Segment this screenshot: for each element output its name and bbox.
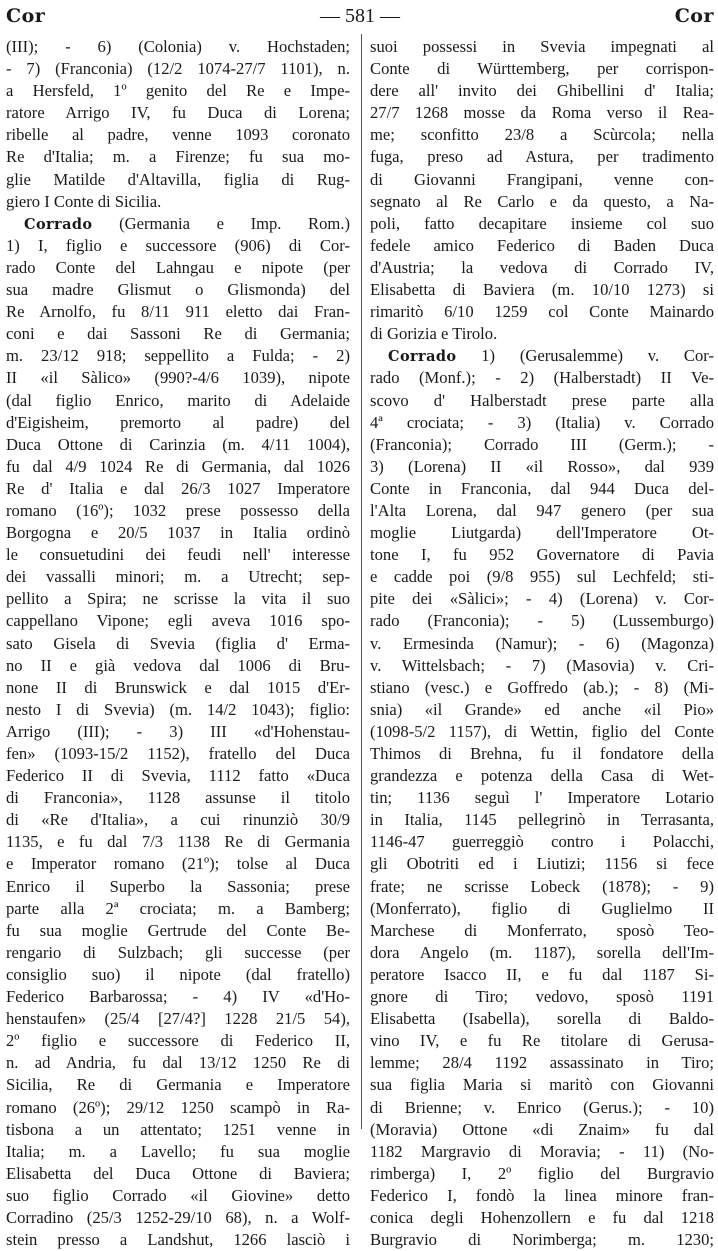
text-line: Marchese di Monferrato, sposò Teo-	[370, 920, 714, 940]
text-line: no II e già vedova dal 1006 di Bru-	[6, 655, 350, 675]
text-line: Conte di Württemberg, per corrispon-	[370, 59, 714, 79]
text-line: Conte in Franconia, dal 944 Duca del-	[370, 478, 714, 498]
text-line: Arrigo (III); - 3) III «d'Hohenstau-	[6, 721, 350, 741]
text-line: n. ad Andria, fu dal 13/12 1250 Re di	[6, 1053, 350, 1073]
text-line: segnato al Re Carlo e da questo, a Na-	[370, 191, 714, 211]
text-line: v. Ermesinda (Namur); - 6) (Magonza)	[370, 633, 714, 653]
text-line: nesto I di Svevia) (m. 14/2 1043); figlio:	[6, 699, 350, 719]
text-line: e Imperator romano (21º); tolse al Duca	[6, 854, 350, 874]
text-line: 1135, e fu dal 7/3 1138 Re di Germania	[6, 832, 350, 852]
text-line: 27/7 1268 mosse da Roma verso il Rea-	[370, 103, 714, 123]
text-line: cappellano Vipone; egli aveva 1016 spo-	[6, 611, 350, 631]
text-line: in Italia, 1145 pellegrinò in Terrasanta,	[370, 810, 714, 830]
right-column	[370, 36, 714, 1251]
text-line: (dal figlio Enrico, marito di Adelaide	[6, 390, 350, 410]
text-line: pite dei «Sàlici»; - 4) (Lorena) v. Cor-	[370, 589, 714, 609]
text-line: e cadde poi (9/8 955) sul Lechfeld; sti-	[370, 567, 714, 587]
text-line: fuga, preso ad Astura, per tradimento	[370, 147, 714, 167]
entry-headword: Corrado	[24, 215, 93, 233]
text-line: d'Austria; la vedova di Corrado IV,	[370, 257, 714, 277]
left-column	[6, 36, 350, 1251]
text-line: rengario di Sulzbach; gli successe (per	[6, 942, 350, 962]
text-line: (Monferrato), figlio di Guglielmo II	[370, 898, 714, 918]
text-line: me; sconfitto 23/8 a Scùrcola; nella	[370, 125, 714, 145]
text-line: snia) «il Grande» ed anche «il Pio»	[370, 699, 714, 719]
text-line: scovo d' Halberstadt prese parte alla	[370, 390, 714, 410]
text-line: coni e dai Sassoni Re di Germania;	[6, 324, 350, 344]
text-line: suo figlio Corrado «il Giovine» detto	[6, 1185, 350, 1205]
text-line: (Franconia); Corrado III (Germ.); -	[370, 434, 714, 454]
text-line: 1146-47 guerreggiò contro i Polacchi,	[370, 832, 714, 852]
text-line: 4ª crociata; - 3) (Italia) v. Corrado	[370, 412, 714, 432]
text-line: Burgravio di Norimberga; m. 1230;	[370, 1230, 714, 1250]
text-line: poli, fatto decapitare insieme col suo	[370, 213, 714, 233]
text-line: sua madre Glismut o Glismonda) del	[6, 280, 350, 300]
text-line: v. Wittelsbach; - 7) (Masovia) v. Cri-	[370, 655, 714, 675]
text-line: d'Eigisheim, premorto al padre) del	[6, 412, 350, 432]
text-line: Corrado (Germania e Imp. Rom.)	[24, 213, 350, 233]
text-line: Federico Barbarossa; - 4) IV «d'Ho-	[6, 987, 350, 1007]
text-line: lemme; 28/4 1192 assassinato in Tiro;	[370, 1053, 714, 1073]
text-line: ratore Arrigo IV, fu Duca di Lorena;	[6, 103, 350, 123]
text-line: fu dal 4/9 1024 Re di Germania, dal 1026	[6, 456, 350, 476]
text-line: 2º figlio e successore di Federico II,	[6, 1031, 350, 1051]
text-line: le consuetudini dei feudi nell' interesse	[6, 545, 350, 565]
text-line: di «Re d'Italia», a cui rinunziò 30/9	[6, 810, 350, 830]
text-line: pellito a Spira; ne scrisse la vita il suo	[6, 589, 350, 609]
text-line: a Hersfeld, 1º genito del Re e Impe-	[6, 81, 350, 101]
text-line: Enrico il Superbo la Sassonia; prese	[6, 876, 350, 896]
page-number: — 581 —	[320, 4, 400, 27]
text-line: sua figlia Maria si maritò con Giovanni	[370, 1075, 714, 1095]
text-line: ribelle al padre, venne 1093 coronato	[6, 125, 350, 145]
text-line: vino IV, e fu Re titolare di Gerusa-	[370, 1031, 714, 1051]
text-line: frate; ne scrisse Lobeck (1878); - 9)	[370, 876, 714, 896]
text-line: parte alla 2ª crociata; m. a Bamberg;	[6, 898, 350, 918]
text-line: gnore di Tiro; vedovo, sposò 1191	[370, 987, 714, 1007]
text-line: di Giovanni Frangipani, venne con-	[370, 169, 714, 189]
text-line: rado Conte del Lahngau e nipote (per	[6, 257, 350, 277]
text-line: 1182 Margravio di Moravia; - 11) (No-	[370, 1141, 714, 1161]
text-line: suoi possessi in Svevia impegnati al	[370, 37, 714, 56]
text-line: consiglio suo) il nipote (dal fratello)	[6, 964, 350, 984]
text-line: romano (16º); 1032 prese possesso della	[6, 500, 350, 520]
text-line: glie Matilde d'Altavilla, figlia di Rug-	[6, 169, 350, 189]
text-line: dora Angelo (m. 1187), sorella dell'Im-	[370, 942, 714, 962]
text-line: di Gorizia e Tirolo.	[370, 324, 498, 344]
text-line: rimberga) I, 2º figlio del Burgravio	[370, 1163, 714, 1183]
text-line: stein presso a Landshut, 1266 lasciò i	[6, 1230, 350, 1250]
text-line: fen» (1093-15/2 1152), fratello del Duca	[6, 744, 350, 763]
text-line: rado (Monf.); - 2) (Halberstadt) II Ve-	[370, 368, 714, 388]
text-line: Elisabetta del Duca Ottone di Baviera;	[6, 1163, 350, 1183]
text-line: m. 23/12 918; seppellito a Fulda; - 2)	[6, 346, 350, 366]
text-line: tisbona a un attentato; 1251 venne in	[6, 1119, 350, 1139]
text-line: (Moravia) Ottone «di Znaim» fu dal	[370, 1119, 714, 1139]
text-line: Elisabetta di Baviera (m. 10/10 1273) si	[370, 280, 714, 300]
text-line: Re d' Italia e dal 26/3 1027 Imperatore	[6, 478, 350, 498]
text-line: giero I Conte di Sicilia.	[6, 191, 162, 211]
text-line: Sicilia, Re di Germania e Imperatore	[6, 1075, 350, 1095]
text-line: tone I, fu 952 Governatore di Pavia	[370, 545, 714, 565]
text-line: Federico II di Svevia, 1112 fatto «Duca	[6, 766, 350, 786]
text-line: 3) (Lorena) II «il Rosso», dal 939	[370, 456, 714, 476]
text-line: fu sua moglie Gertrude del Conte Be-	[6, 920, 350, 940]
text-line: Corrado 1) (Gerusalemme) v. Cor-	[388, 346, 714, 366]
text-line: none II di Brunswick e dal 1015 d'Er-	[6, 677, 350, 697]
text-line: romano (26º); 29/12 1250 scampò in Ra-	[6, 1097, 350, 1117]
text-line: rimaritò 6/10 1259 col Conte Mainardo	[370, 302, 714, 322]
text-line: (III); - 6) (Colonia) v. Hochstaden;	[6, 37, 350, 56]
text-line: Re Arnolfo, fu 8/11 911 eletto dai Fran-	[6, 302, 350, 322]
header-right-word: Cor	[674, 5, 714, 27]
text-line: dere all' invito dei Ghibellini d' Italia;	[370, 81, 714, 101]
text-line: peratore Isacco II, e fu dal 1187 Si-	[370, 964, 714, 984]
text-line: gli Obotriti ed i Liutizi; 1156 si fece	[370, 854, 714, 874]
text-line: grandezza e potenza della Casa di Wet-	[370, 766, 714, 786]
text-line: stiano (vesc.) e Goffredo (ab.); - 8) (Mi-	[370, 677, 714, 697]
text-line: 1) I, figlio e successore (906) di Cor-	[6, 235, 350, 255]
text-line: Italia; m. a Lavello; fu sua moglie	[6, 1141, 350, 1161]
text-line: l'Alta Lorena, dal 947 genero (per sua	[370, 500, 714, 520]
text-line: di Brienne; v. Enrico (Gerus.); - 10)	[370, 1097, 714, 1117]
text-line: fedele amico Federico di Baden Duca	[370, 235, 714, 255]
text-line: Duca Ottone di Carinzia (m. 4/11 1004),	[6, 434, 350, 454]
header-left-word: Cor	[6, 5, 46, 27]
text-line: moglie Liutgarda) dell'Imperatore Ot-	[370, 523, 714, 543]
column-divider	[361, 34, 362, 1129]
running-header	[6, 2, 714, 30]
text-line: Thimos di Brehna, fu il fondatore della	[370, 744, 714, 763]
text-line: sato Gisela di Svevia (figlia d' Erma-	[6, 633, 350, 653]
text-line: tin; 1136 seguì l' Imperatore Lotario	[370, 788, 714, 808]
text-line: di Franconia», 1128 assunse il titolo	[6, 788, 350, 808]
text-line: rado (Franconia); - 5) (Lussemburgo)	[370, 611, 714, 631]
text-line: Elisabetta (Isabella), sorella di Baldo-	[370, 1009, 714, 1029]
text-line: henstaufen» (25/4 [27/4?] 1228 21/5 54),	[6, 1009, 350, 1029]
text-line: dei vassalli minori; m. a Utrecht; sep-	[6, 567, 350, 587]
text-line: (1098-5/2 1157), di Wettin, figlio del Conte	[370, 721, 714, 741]
text-line: Re d'Italia; m. a Firenze; fu sua mo-	[6, 147, 350, 167]
text-line: conica degli Hohenzollern e fu dal 1218	[370, 1207, 714, 1227]
text-line: Borgogna e 20/5 1037 in Italia ordinò	[6, 523, 350, 543]
text-line: II «il Sàlico» (990?-4/6 1039), nipote	[6, 368, 350, 388]
text-line: Corradino (25/3 1252-29/10 68), n. a Wolf-	[6, 1207, 350, 1227]
text-line: - 7) (Franconia) (12/2 1074-27/7 1101), n.	[6, 59, 350, 79]
entry-headword: Corrado	[388, 348, 457, 366]
text-line: Federico I, fondò la linea minore fran-	[370, 1185, 714, 1205]
